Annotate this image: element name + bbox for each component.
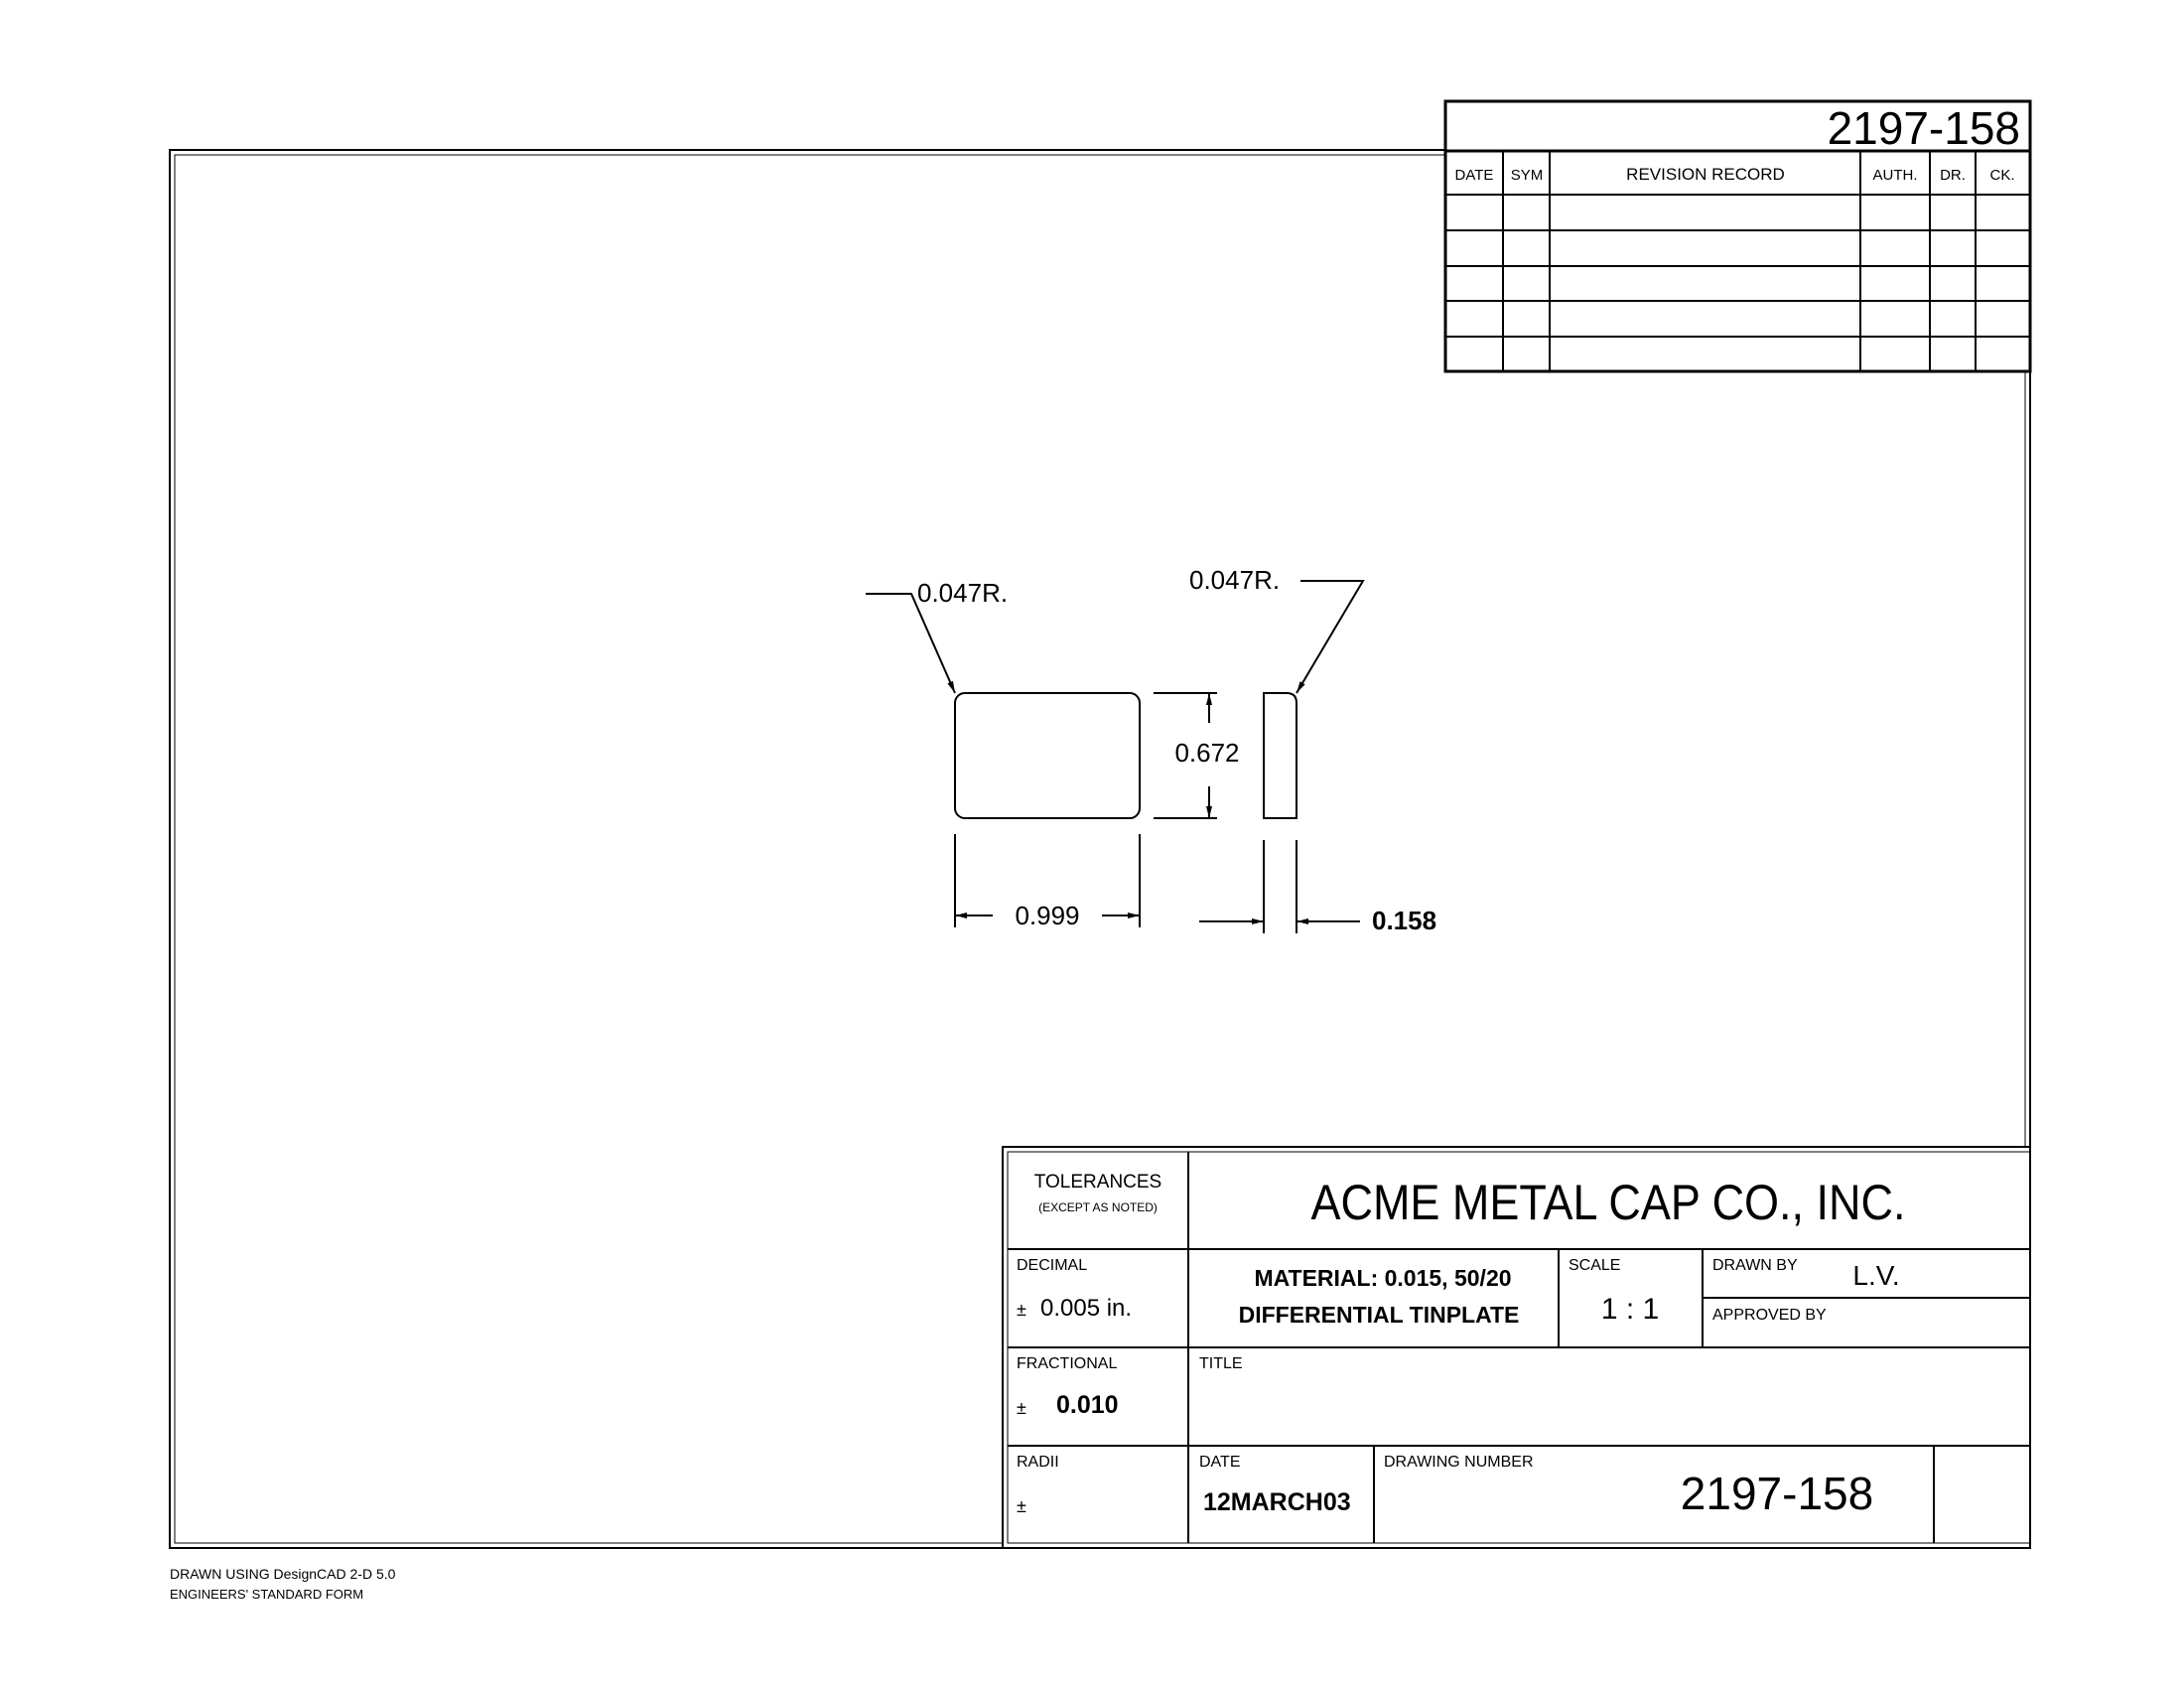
- rev-header-sym: SYM: [1510, 167, 1544, 184]
- rev-header-date: DATE: [1454, 167, 1494, 184]
- rev-header-record: REVISION RECORD: [1626, 165, 1785, 184]
- revision-table: [1445, 101, 2030, 371]
- width-dimension-label: 0.999: [1015, 901, 1080, 930]
- material-line-2: DIFFERENTIAL TINPLATE: [1238, 1302, 1520, 1328]
- drawing-number-label: DRAWING NUMBER: [1384, 1454, 1534, 1471]
- scale-label: SCALE: [1569, 1257, 1621, 1274]
- company-name: ACME METAL CAP CO., INC.: [1310, 1175, 1906, 1231]
- rev-header-dr: DR.: [1940, 167, 1966, 184]
- drawn-by-label: DRAWN BY: [1712, 1257, 1798, 1274]
- radius-label-left: 0.047R.: [917, 578, 1009, 608]
- height-dimension-label: 0.672: [1174, 738, 1240, 768]
- rev-header-auth: AUTH.: [1872, 167, 1918, 184]
- radii-plus-minus: ±: [1017, 1496, 1026, 1516]
- radius-label-right: 0.047R.: [1189, 565, 1281, 595]
- date-value: 12MARCH03: [1203, 1488, 1351, 1516]
- radius-leader-left: [866, 578, 1008, 693]
- radii-label: RADII: [1017, 1454, 1059, 1471]
- fractional-plus-minus: ±: [1017, 1398, 1026, 1418]
- drawn-by-value: L.V.: [1852, 1260, 1900, 1291]
- tolerances-label: TOLERANCES: [1033, 1172, 1162, 1193]
- rev-header-ck: CK.: [1989, 167, 2015, 184]
- revision-drawing-number: 2197-158: [1827, 102, 2020, 154]
- except-noted-label: (EXCEPT AS NOTED): [1038, 1200, 1158, 1214]
- date-label: DATE: [1199, 1454, 1241, 1471]
- fractional-label: FRACTIONAL: [1017, 1355, 1118, 1372]
- thickness-dimension-label: 0.158: [1372, 906, 1437, 935]
- thickness-dimension: [1199, 840, 1360, 933]
- part-front-view: [955, 693, 1140, 818]
- scale-value: 1 : 1: [1600, 1293, 1660, 1326]
- decimal-value: 0.005 in.: [1040, 1295, 1133, 1322]
- footer-line-2: ENGINEERS' STANDARD FORM: [170, 1587, 364, 1602]
- radius-leader-right: [1189, 565, 1363, 693]
- decimal-plus-minus: ±: [1017, 1300, 1026, 1320]
- part-side-view: [1264, 693, 1297, 818]
- approved-by-label: APPROVED BY: [1712, 1307, 1827, 1324]
- decimal-label: DECIMAL: [1017, 1257, 1088, 1274]
- material-line-1: MATERIAL: 0.015, 50/20: [1254, 1265, 1512, 1291]
- title-block: [1003, 1147, 2030, 1548]
- fractional-value: 0.010: [1056, 1391, 1119, 1419]
- footer-line-1: DRAWN USING DesignCAD 2-D 5.0: [170, 1566, 396, 1582]
- title-label: TITLE: [1199, 1355, 1243, 1372]
- drawing-number-value: 2197-158: [1680, 1468, 1874, 1519]
